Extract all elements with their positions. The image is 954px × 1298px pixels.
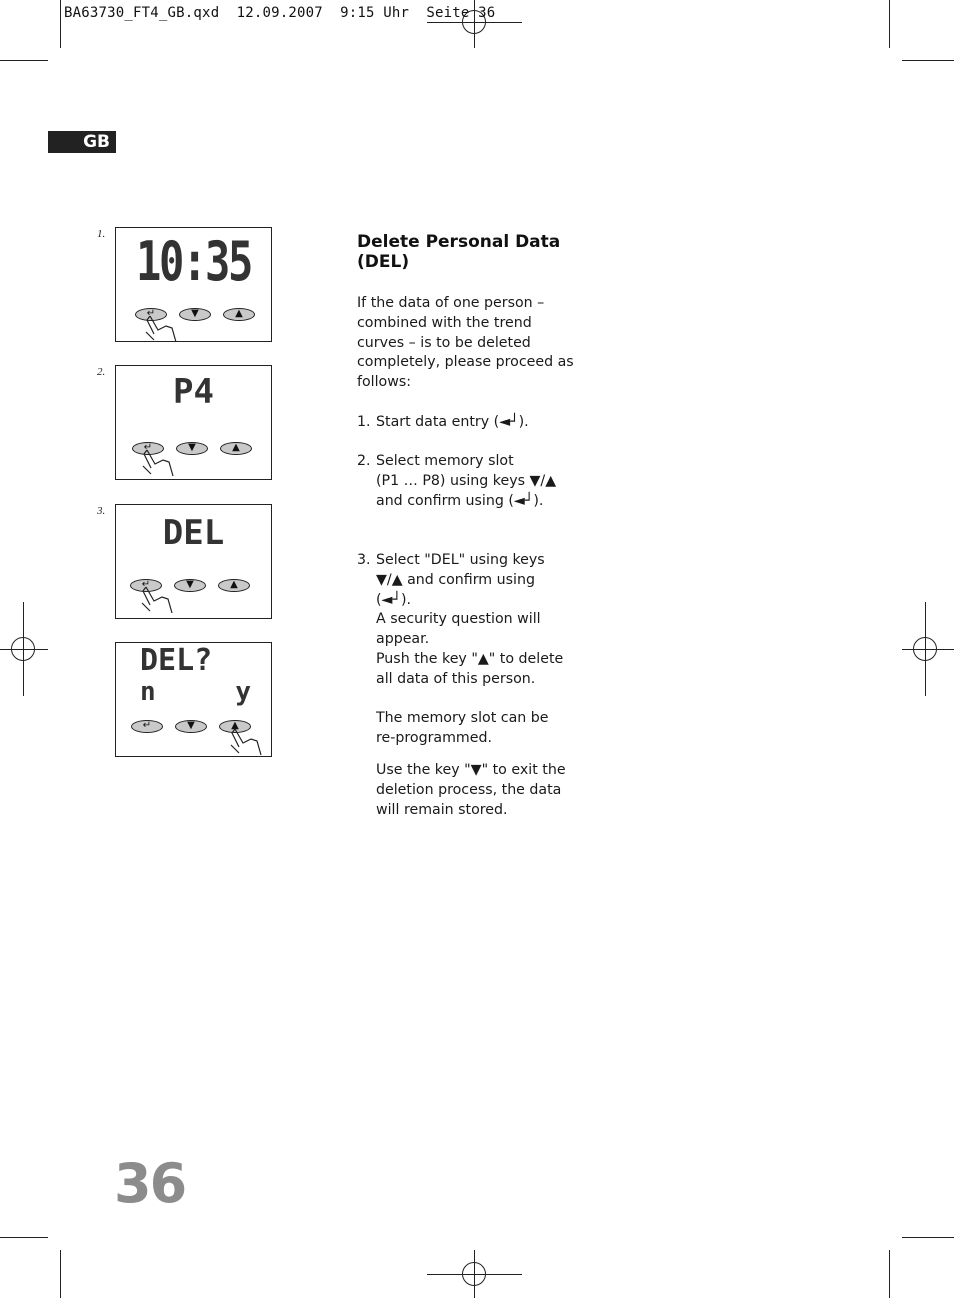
text-line: and confirm using (◄┘). <box>376 492 544 509</box>
lcd-option-no: n <box>140 677 156 707</box>
text-line: Push the key "▲" to delete <box>376 650 564 667</box>
up-arrow-icon: ▲ <box>235 308 243 319</box>
figure-number: 3. <box>97 505 106 517</box>
crop-mark <box>889 1250 890 1298</box>
text-line: re-programmed. <box>376 730 492 747</box>
up-key <box>218 579 250 592</box>
text-line: Select "DEL" using keys <box>376 552 545 568</box>
step-number: 1. <box>357 414 371 430</box>
crop-mark <box>902 60 954 61</box>
intro-paragraph <box>357 294 587 393</box>
heading-line: (DEL) <box>357 252 410 272</box>
print-slug: BA63730_FT4_GB.qxd 12.09.2007 9:15 Uhr Seite 36 <box>64 5 496 21</box>
enter-key <box>131 720 163 733</box>
pointing-finger-icon <box>144 314 184 344</box>
step-3 <box>357 551 597 820</box>
registration-line <box>427 1274 522 1275</box>
registration-line <box>0 649 48 650</box>
text-line: combined with the trend <box>357 314 532 331</box>
enter-icon: ↵ <box>141 579 151 590</box>
text-line: deletion process, the data <box>376 781 562 798</box>
lcd-option-yes: y <box>235 677 251 707</box>
text-line: all data of this person. <box>376 670 536 687</box>
step-1 <box>357 413 597 433</box>
step-number: 3. <box>357 552 371 568</box>
language-tab: GB <box>48 131 116 153</box>
blank-line <box>376 690 597 710</box>
crop-mark <box>60 0 61 48</box>
registration-line <box>427 22 522 23</box>
down-arrow-icon: ▼ <box>187 720 195 731</box>
crop-mark <box>889 0 890 48</box>
step-number: 2. <box>357 453 371 469</box>
down-arrow-icon: ▼ <box>186 579 194 590</box>
blank-line <box>376 749 597 761</box>
text-line: appear. <box>376 631 430 648</box>
pointing-finger-icon <box>229 727 269 757</box>
up-arrow-icon: ▲ <box>232 442 240 453</box>
crop-mark <box>60 1250 61 1298</box>
registration-line <box>902 649 954 650</box>
step-2 <box>357 452 597 511</box>
lcd-panel <box>115 642 272 757</box>
crop-mark <box>902 1237 954 1238</box>
figure-number: 1. <box>97 228 106 240</box>
text-line: (P1 … P8) using keys ▼/▲ <box>376 472 557 489</box>
text-line: completely, please proceed as <box>357 354 574 371</box>
up-key <box>223 308 255 321</box>
crop-mark <box>0 1237 48 1238</box>
lcd-display: DEL <box>162 513 225 553</box>
text-line: (◄┘). <box>376 591 412 608</box>
pointing-finger-icon <box>140 585 180 615</box>
text-line: ▼/▲ and confirm using <box>376 571 535 588</box>
lcd-display: 10:35 <box>135 230 252 293</box>
enter-icon: ↵ <box>142 720 152 731</box>
lcd-panel <box>115 227 272 342</box>
text-line: curves – is to be deleted <box>357 334 531 351</box>
text-line: Select memory slot <box>376 453 514 469</box>
lcd-panel <box>115 365 272 480</box>
page-number: 36 <box>114 1152 186 1215</box>
up-arrow-icon: ▲ <box>231 720 239 731</box>
down-arrow-icon: ▼ <box>191 308 199 319</box>
enter-icon: ↵ <box>146 308 156 319</box>
down-arrow-icon: ▼ <box>188 442 196 453</box>
text-line: will remain stored. <box>376 801 508 818</box>
text-line: Use the key "▼" to exit the <box>376 761 566 778</box>
text-line: The memory slot can be <box>376 710 549 727</box>
lcd-display: P4 <box>173 372 214 412</box>
down-key <box>175 720 207 733</box>
text-line: follows: <box>357 374 412 391</box>
section-heading <box>357 232 577 272</box>
pointing-finger-icon <box>141 448 181 478</box>
heading-line: Delete Personal Data <box>357 232 561 252</box>
figure-number: 2. <box>97 366 106 378</box>
up-arrow-icon: ▲ <box>230 579 238 590</box>
lcd-panel <box>115 504 272 619</box>
up-key <box>220 442 252 455</box>
text-line: Start data entry (◄┘). <box>376 414 529 430</box>
text-line: If the data of one person – <box>357 295 545 311</box>
enter-icon: ↵ <box>143 442 153 453</box>
crop-mark <box>0 60 48 61</box>
text-line: A security question will <box>376 611 541 628</box>
lcd-display: DEL? <box>140 643 213 678</box>
